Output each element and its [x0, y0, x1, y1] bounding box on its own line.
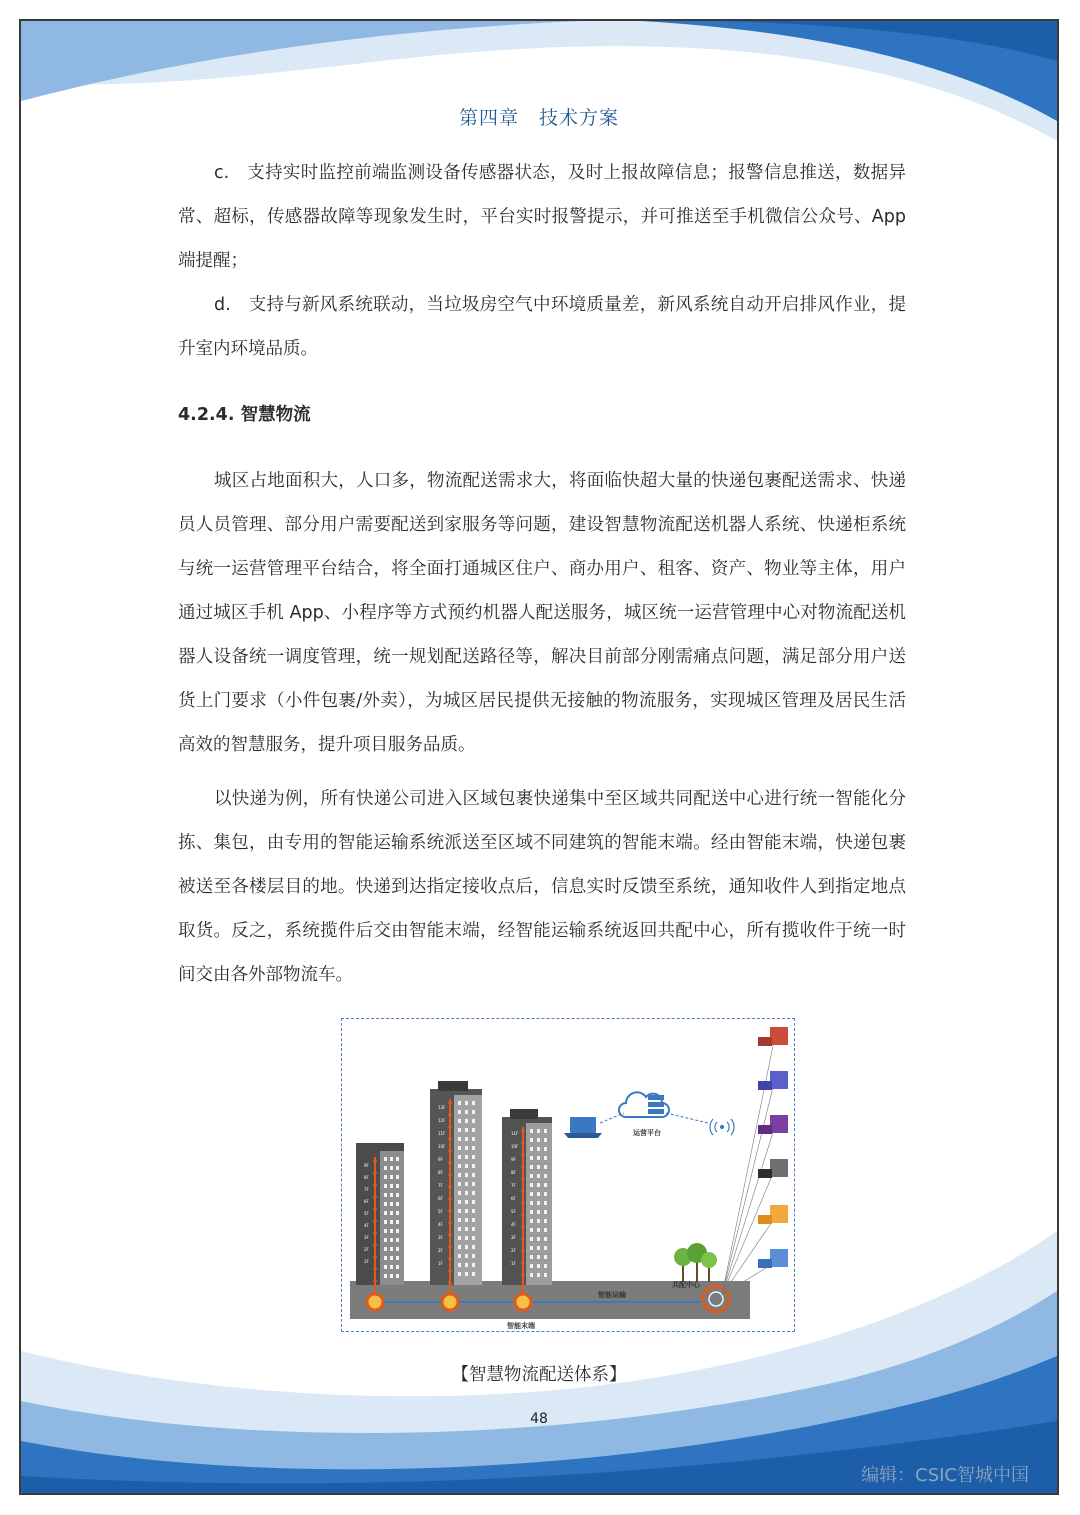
window — [384, 1175, 387, 1179]
floor-label: 12F — [438, 1118, 446, 1123]
window — [458, 1137, 461, 1141]
floor-label: 6F — [438, 1196, 443, 1201]
window — [472, 1254, 475, 1258]
courier-station-6 — [758, 1249, 788, 1268]
window — [458, 1254, 461, 1258]
window — [465, 1164, 468, 1168]
distribution-center-node — [703, 1286, 729, 1312]
label-transport: 智能运输 — [598, 1291, 626, 1299]
floor-label: 10F — [438, 1144, 446, 1149]
window — [390, 1220, 393, 1224]
floor-label: 1F — [364, 1259, 369, 1264]
window — [390, 1184, 393, 1188]
window — [465, 1218, 468, 1222]
rail-stop — [521, 1153, 525, 1157]
window — [537, 1156, 540, 1160]
window — [396, 1256, 399, 1260]
window — [544, 1264, 547, 1268]
floor-label: 5F — [438, 1209, 443, 1214]
rail-stop — [521, 1165, 525, 1169]
window — [472, 1227, 475, 1231]
window — [390, 1193, 393, 1197]
floor-label: 8F — [511, 1170, 516, 1175]
rail-stop — [521, 1249, 525, 1253]
window — [465, 1236, 468, 1240]
window — [472, 1146, 475, 1150]
window — [465, 1101, 468, 1105]
window — [530, 1174, 533, 1178]
window — [544, 1129, 547, 1133]
window — [384, 1193, 387, 1197]
logistics-diagram — [341, 1018, 795, 1332]
rail-stop — [373, 1207, 377, 1211]
rail-stop — [448, 1245, 452, 1249]
page-frame — [19, 19, 1059, 1495]
window — [537, 1174, 540, 1178]
terminal-node-1 — [367, 1294, 383, 1310]
window — [390, 1211, 393, 1215]
rail-stop — [448, 1101, 452, 1105]
rail-stop — [448, 1173, 452, 1177]
main-content — [178, 151, 906, 997]
window — [472, 1191, 475, 1195]
window — [472, 1119, 475, 1123]
rail-stop — [373, 1219, 377, 1223]
window — [458, 1218, 461, 1222]
window — [530, 1255, 533, 1259]
window — [396, 1184, 399, 1188]
figure-caption: 【智慧物流配送体系】 — [451, 1365, 627, 1385]
rail-stop — [448, 1185, 452, 1189]
window — [465, 1128, 468, 1132]
window — [537, 1192, 540, 1196]
logistics-diagram-svg — [342, 1019, 793, 1330]
floor-label: 1F — [438, 1261, 443, 1266]
window — [472, 1182, 475, 1186]
window — [465, 1173, 468, 1177]
rail-stop — [521, 1261, 525, 1265]
window — [472, 1164, 475, 1168]
window — [384, 1157, 387, 1161]
floor-label: 11F — [511, 1131, 519, 1136]
window — [530, 1183, 533, 1187]
window — [384, 1265, 387, 1269]
window — [544, 1273, 547, 1277]
rail-stop — [448, 1125, 452, 1129]
floor-label: 2F — [364, 1247, 369, 1252]
window — [544, 1210, 547, 1214]
floor-label: 2F — [438, 1248, 443, 1253]
window — [465, 1191, 468, 1195]
window — [530, 1201, 533, 1205]
window — [537, 1264, 540, 1268]
list-item-c: c. 支持实时监控前端监测设备传感器状态，及时上报故障信息；报警信息推送，数据异常、超标，传感器故障等现象发生时，平台实时报警提示，并可推送至手机微信公众号、App 端提醒； — [178, 163, 906, 271]
window — [544, 1138, 547, 1142]
rail-stop — [521, 1189, 525, 1193]
rail-stop — [373, 1267, 377, 1271]
rail-stop — [521, 1201, 525, 1205]
window — [537, 1138, 540, 1142]
window — [537, 1228, 540, 1232]
window — [544, 1165, 547, 1169]
window — [458, 1200, 461, 1204]
window — [472, 1209, 475, 1213]
laptop-icon — [564, 1117, 602, 1138]
window — [537, 1273, 540, 1277]
window — [530, 1165, 533, 1169]
window — [465, 1227, 468, 1231]
window — [458, 1191, 461, 1195]
window — [537, 1246, 540, 1250]
window — [396, 1175, 399, 1179]
window — [458, 1146, 461, 1150]
courier-station-3 — [758, 1115, 788, 1134]
section-heading: 4.2.4. 智慧物流 — [178, 405, 311, 425]
page-number: 48 — [530, 1411, 548, 1427]
window — [530, 1237, 533, 1241]
window — [396, 1211, 399, 1215]
cloud-server-icon — [619, 1092, 669, 1117]
rail-stop — [448, 1209, 452, 1213]
window — [465, 1200, 468, 1204]
window — [537, 1201, 540, 1205]
rail-stop — [521, 1285, 525, 1289]
fan-out-lines — [722, 1041, 774, 1295]
window — [384, 1202, 387, 1206]
window — [458, 1245, 461, 1249]
window — [396, 1229, 399, 1233]
window — [530, 1228, 533, 1232]
window — [390, 1202, 393, 1206]
rail-stop — [448, 1221, 452, 1225]
window — [396, 1193, 399, 1197]
window — [396, 1238, 399, 1242]
window — [472, 1245, 475, 1249]
floor-label: 6F — [364, 1199, 369, 1204]
rail-stop — [521, 1129, 525, 1133]
window — [396, 1220, 399, 1224]
window — [537, 1237, 540, 1241]
floor-label: 6F — [511, 1196, 516, 1201]
window — [472, 1173, 475, 1177]
window — [458, 1155, 461, 1159]
window — [472, 1128, 475, 1132]
rail-stop — [448, 1149, 452, 1153]
window — [465, 1110, 468, 1114]
window — [465, 1182, 468, 1186]
rail-stop — [448, 1161, 452, 1165]
window — [544, 1174, 547, 1178]
wireless-icon — [710, 1119, 734, 1135]
window — [458, 1263, 461, 1267]
window — [390, 1265, 393, 1269]
window — [384, 1229, 387, 1233]
window — [390, 1157, 393, 1161]
window — [384, 1256, 387, 1260]
label-terminal: 智能末端 — [507, 1322, 535, 1330]
window — [472, 1200, 475, 1204]
window — [390, 1256, 393, 1260]
window — [530, 1129, 533, 1133]
window — [458, 1110, 461, 1114]
window — [384, 1184, 387, 1188]
window — [458, 1164, 461, 1168]
floor-label: 5F — [511, 1209, 516, 1214]
window — [384, 1274, 387, 1278]
rail-stop — [373, 1171, 377, 1175]
rail-stop — [448, 1269, 452, 1273]
floor-label: 10F — [511, 1144, 519, 1149]
window — [465, 1254, 468, 1258]
window — [458, 1236, 461, 1240]
window — [396, 1202, 399, 1206]
window — [530, 1264, 533, 1268]
courier-station-1 — [758, 1027, 788, 1046]
window — [472, 1137, 475, 1141]
rail-stop — [373, 1279, 377, 1283]
rail-stop — [373, 1243, 377, 1247]
window — [390, 1247, 393, 1251]
window — [544, 1219, 547, 1223]
rail-stop — [448, 1137, 452, 1141]
floor-label: 7F — [511, 1183, 516, 1188]
window — [530, 1246, 533, 1250]
window — [544, 1237, 547, 1241]
rail-stop — [521, 1237, 525, 1241]
window — [530, 1273, 533, 1277]
window — [384, 1166, 387, 1170]
window — [544, 1255, 547, 1259]
window — [537, 1147, 540, 1151]
floor-label: 7F — [364, 1187, 369, 1192]
window — [390, 1166, 393, 1170]
window — [472, 1218, 475, 1222]
window — [390, 1238, 393, 1242]
window — [472, 1101, 475, 1105]
rail-stop — [373, 1159, 377, 1163]
window — [544, 1192, 547, 1196]
window — [465, 1263, 468, 1267]
window — [384, 1238, 387, 1242]
rail-stop — [373, 1183, 377, 1187]
window — [544, 1183, 547, 1187]
floor-label: 8F — [438, 1170, 443, 1175]
list-item-d: d. 支持与新风系统联动，当垃圾房空气中环境质量差，新风系统自动开启排风作业，提升室内环境品质。 — [178, 295, 906, 359]
window — [530, 1156, 533, 1160]
window — [530, 1138, 533, 1142]
window — [472, 1155, 475, 1159]
rail-stop — [521, 1141, 525, 1145]
rail-stop — [373, 1195, 377, 1199]
rail-stop — [521, 1177, 525, 1181]
window — [544, 1156, 547, 1160]
floor-label: 3F — [364, 1235, 369, 1240]
window — [537, 1129, 540, 1133]
window — [396, 1247, 399, 1251]
window — [458, 1182, 461, 1186]
window — [458, 1128, 461, 1132]
rail-stop — [521, 1213, 525, 1217]
window — [537, 1219, 540, 1223]
window — [396, 1157, 399, 1161]
floor-label: 7F — [438, 1183, 443, 1188]
window — [544, 1201, 547, 1205]
window — [396, 1274, 399, 1278]
window — [396, 1265, 399, 1269]
floor-label: 4F — [511, 1222, 516, 1227]
rail-stop — [448, 1197, 452, 1201]
rail-stop — [373, 1231, 377, 1235]
rail-stop — [521, 1273, 525, 1277]
watermark: 编辑：CSIC智城中国 — [861, 1465, 1029, 1486]
rail-stop — [448, 1257, 452, 1261]
label-center: 共配中心 — [672, 1281, 700, 1289]
rail-stop — [448, 1113, 452, 1117]
rail-stop — [521, 1225, 525, 1229]
terminal-node-2 — [442, 1294, 458, 1310]
window — [544, 1228, 547, 1232]
window — [465, 1245, 468, 1249]
body-paragraph-1: 城区占地面积大，人口多，物流配送需求大，将面临快超大量的快递包裹配送需求、快递员人员管理、部分用户需要配送到家服务等问题，建设智慧物流配送机器人系统、快递柜系统与统一运营管理平台结合，将全面打通城区住户、商办用户、租客、资产、物业等主体，用户通过城区手机 App、小程序等方式预约机器人配送服务，城区统一运营管理中心对物流配送机器人设备统一调度管理，统一规划配送路径等，解决目前部分刚需痛点问题，满足部分用户送货上门要求（小件包裹/外卖），为城区居民提供无接触的物流服务，实现城区管理及居民生活高效的智慧服务，提升项目服务品质。 — [178, 471, 906, 755]
window — [390, 1229, 393, 1233]
floor-label: 9F — [364, 1163, 369, 1168]
window — [530, 1192, 533, 1196]
rail-stop — [448, 1281, 452, 1285]
window — [530, 1210, 533, 1214]
courier-station-2 — [758, 1071, 788, 1090]
body-paragraph-2: 以快递为例，所有快递公司进入区域包裹快递集中至区域共同配送中心进行统一智能化分拣、集包，由专用的智能运输系统派送至区域不同建筑的智能末端。经由智能末端，快递包裹被送至各楼层目的地。快递到达指定接收点后，信息实时反馈至系统，通知收件人到指定地点取货。反之，系统揽件后交由智能末端，经智能运输系统返回共配中心，所有揽收件于统一时间交由各外部物流车。 — [178, 789, 906, 985]
window — [384, 1220, 387, 1224]
window — [396, 1166, 399, 1170]
floor-label: 1F — [511, 1261, 516, 1266]
floor-label: 4F — [438, 1222, 443, 1227]
window — [472, 1236, 475, 1240]
rail-stop — [448, 1233, 452, 1237]
window — [458, 1209, 461, 1213]
window — [465, 1146, 468, 1150]
floor-label: 11F — [438, 1131, 446, 1136]
rail-stop — [373, 1255, 377, 1259]
window — [544, 1246, 547, 1250]
window — [537, 1210, 540, 1214]
window — [530, 1147, 533, 1151]
window — [384, 1247, 387, 1251]
window — [544, 1147, 547, 1151]
window — [472, 1110, 475, 1114]
floor-label: 13F — [438, 1105, 446, 1110]
label-platform: 运营平台 — [633, 1129, 661, 1137]
floor-label: 8F — [364, 1175, 369, 1180]
window — [458, 1173, 461, 1177]
courier-station-4 — [758, 1159, 788, 1178]
courier-station-5 — [758, 1205, 788, 1224]
window — [537, 1255, 540, 1259]
floor-label: 3F — [511, 1235, 516, 1240]
window — [472, 1263, 475, 1267]
floor-label: 4F — [364, 1223, 369, 1228]
window — [390, 1274, 393, 1278]
window — [465, 1119, 468, 1123]
floor-label: 5F — [364, 1211, 369, 1216]
floor-label: 9F — [511, 1157, 516, 1162]
window — [458, 1272, 461, 1276]
terminal-node-3 — [515, 1294, 531, 1310]
floor-label: 9F — [438, 1157, 443, 1162]
window — [465, 1137, 468, 1141]
window — [537, 1165, 540, 1169]
window — [458, 1119, 461, 1123]
window — [390, 1175, 393, 1179]
window — [458, 1227, 461, 1231]
floor-label: 3F — [438, 1235, 443, 1240]
window — [384, 1211, 387, 1215]
floor-label: 2F — [511, 1248, 516, 1253]
window — [472, 1272, 475, 1276]
window — [537, 1183, 540, 1187]
window — [465, 1209, 468, 1213]
window — [458, 1101, 461, 1105]
window — [530, 1219, 533, 1223]
window — [465, 1155, 468, 1159]
chapter-title: 第四章 技术方案 — [458, 107, 619, 129]
window — [465, 1272, 468, 1276]
tree-icons — [674, 1243, 717, 1282]
